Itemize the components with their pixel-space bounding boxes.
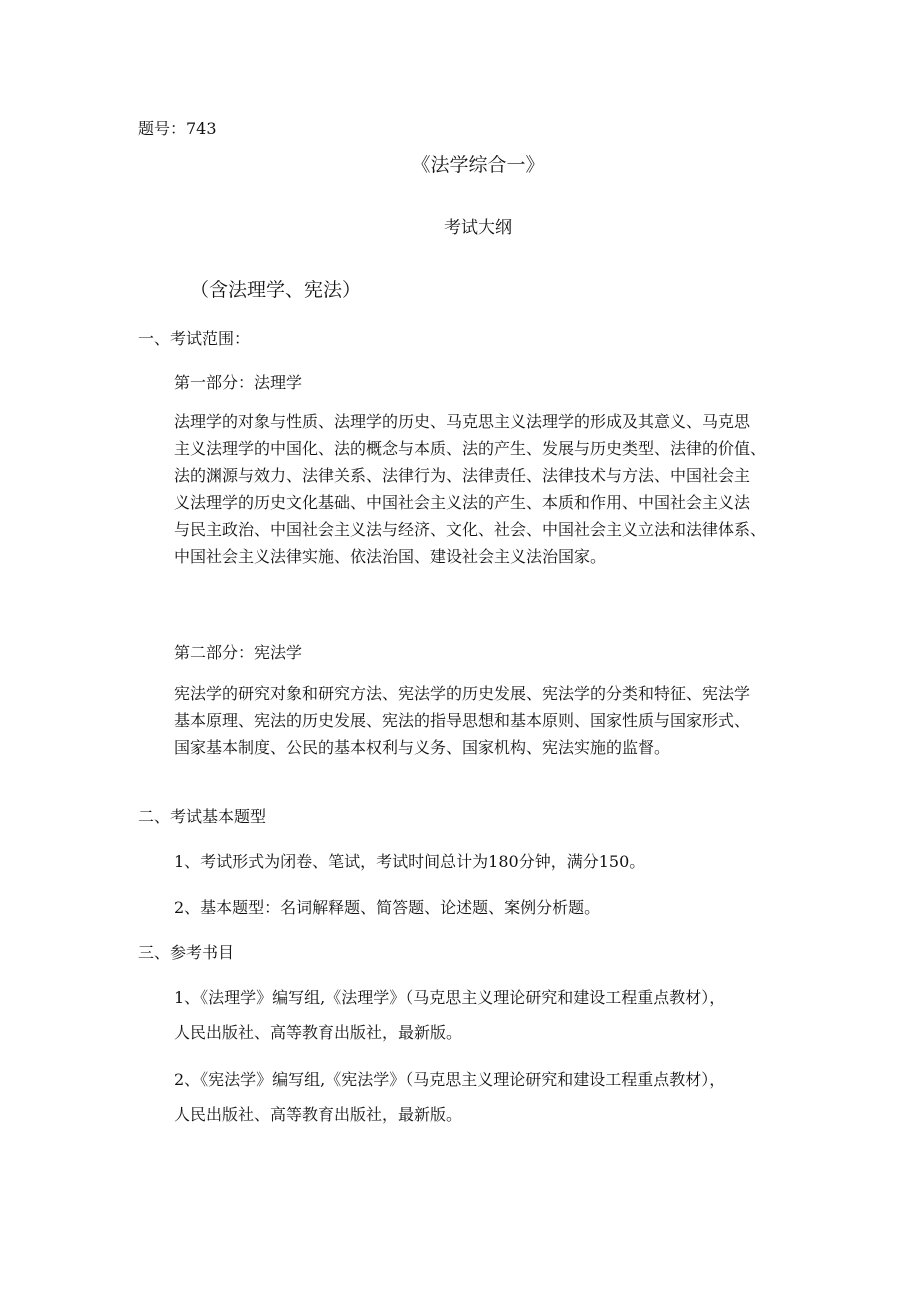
exam-code: 题号：743 bbox=[138, 119, 217, 138]
document-scope: （含法理学、宪法） bbox=[190, 279, 362, 301]
paragraph-line: 基本原理、宪法的历史发展、宪法的指导思想和基本原则、国家性质与国家形式、 bbox=[174, 711, 751, 730]
document-subtitle: 考试大纲 bbox=[444, 218, 512, 238]
reference-item-line: 1、《法理学》编写组,《法理学》（马克思主义理论研究和建设工程重点教材）， bbox=[174, 988, 726, 1007]
reference-item-line: 2、《宪法学》编写组,《宪法学》（马克思主义理论研究和建设工程重点教材）， bbox=[174, 1070, 726, 1089]
section-heading-scope: 一、考试范围： bbox=[138, 329, 251, 348]
paragraph-line: 与民主政治、中国社会主义法与经济、文化、社会、中国社会主义立法和法律体系、 bbox=[174, 520, 767, 539]
paragraph-line: 主义法理学的中国化、法的概念与本质、法的产生、发展与历史类型、法律的价值、 bbox=[174, 439, 767, 458]
reference-item-line: 人民出版社、高等教育出版社，最新版。 bbox=[174, 1105, 463, 1124]
reference-item-line: 人民出版社、高等教育出版社，最新版。 bbox=[174, 1023, 463, 1042]
part2-paragraph bbox=[174, 680, 786, 761]
part1-paragraph bbox=[174, 408, 786, 570]
paragraph-line: 义法理学的历史文化基础、中国社会主义法的产生、本质和作用、中国社会主义法 bbox=[174, 493, 751, 512]
section-heading-question-types: 二、考试基本题型 bbox=[138, 807, 267, 826]
paragraph-line: 国家基本制度、公民的基本权利与义务、国家机构、宪法实施的监督。 bbox=[174, 738, 671, 757]
paragraph-line: 法的渊源与效力、法律关系、法律行为、法律责任、法律技术与方法、中国社会主 bbox=[174, 466, 751, 485]
part1-label: 第一部分：法理学 bbox=[174, 373, 303, 392]
question-type-item: 1、考试形式为闭卷、笔试，考试时间总计为180分钟，满分150。 bbox=[174, 852, 646, 871]
paragraph-line: 宪法学的研究对象和研究方法、宪法学的历史发展、宪法学的分类和特征、宪法学 bbox=[174, 684, 751, 703]
part2-label: 第二部分：宪法学 bbox=[174, 643, 303, 662]
paragraph-line: 法理学的对象与性质、法理学的历史、马克思主义法理学的形成及其意义、马克思 bbox=[174, 412, 751, 431]
question-type-item: 2、基本题型：名词解释题、简答题、论述题、案例分析题。 bbox=[174, 898, 601, 917]
paragraph-line: 中国社会主义法律实施、依法治国、建设社会主义法治国家。 bbox=[174, 547, 607, 566]
section-heading-references: 三、参考书目 bbox=[138, 943, 235, 962]
document-title: 《法学综合一》 bbox=[411, 154, 545, 176]
